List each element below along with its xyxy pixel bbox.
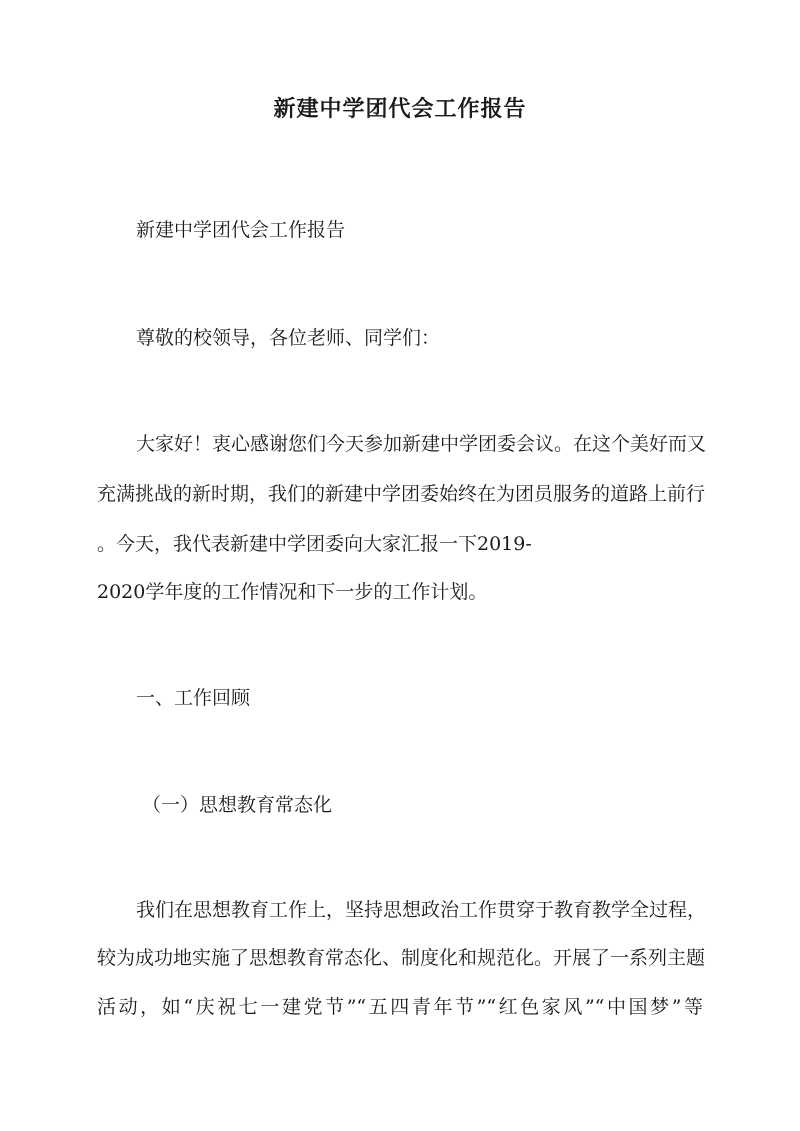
document-title: 新建中学团代会工作报告 xyxy=(273,96,527,122)
document-subtitle: 新建中学团代会工作报告 xyxy=(136,219,346,241)
paragraph-2-line-1: 我们在思想教育工作上，坚持思想政治工作贯穿于教育教学全过程， xyxy=(136,899,707,921)
paragraph-2-line-3: 活动，如“庆祝七一建党节”“五四青年节”“红色家风”“中国梦”等 xyxy=(97,996,703,1018)
section-1-heading: 一、工作回顾 xyxy=(136,687,251,709)
paragraph-1-line-3: 。今天，我代表新建中学团委向大家汇报一下2019- xyxy=(97,533,532,555)
paragraph-1-line-2: 充满挑战的新时期，我们的新建中学团委始终在为团员服务的道路上前行 xyxy=(97,483,706,505)
paragraph-2-line-2: 较为成功地实施了思想教育常态化、制度化和规范化。开展了一系列主题 xyxy=(97,947,706,969)
subsection-1-heading: （一）思想教育常态化 xyxy=(142,794,333,816)
paragraph-1-line-4: 2020学年度的工作情况和下一步的工作计划。 xyxy=(97,581,488,603)
salutation: 尊敬的校领导，各位老师、同学们： xyxy=(136,327,441,349)
paragraph-1-line-1: 大家好！衷心感谢您们今天参加新建中学团委会议。在这个美好而又 xyxy=(136,433,707,455)
